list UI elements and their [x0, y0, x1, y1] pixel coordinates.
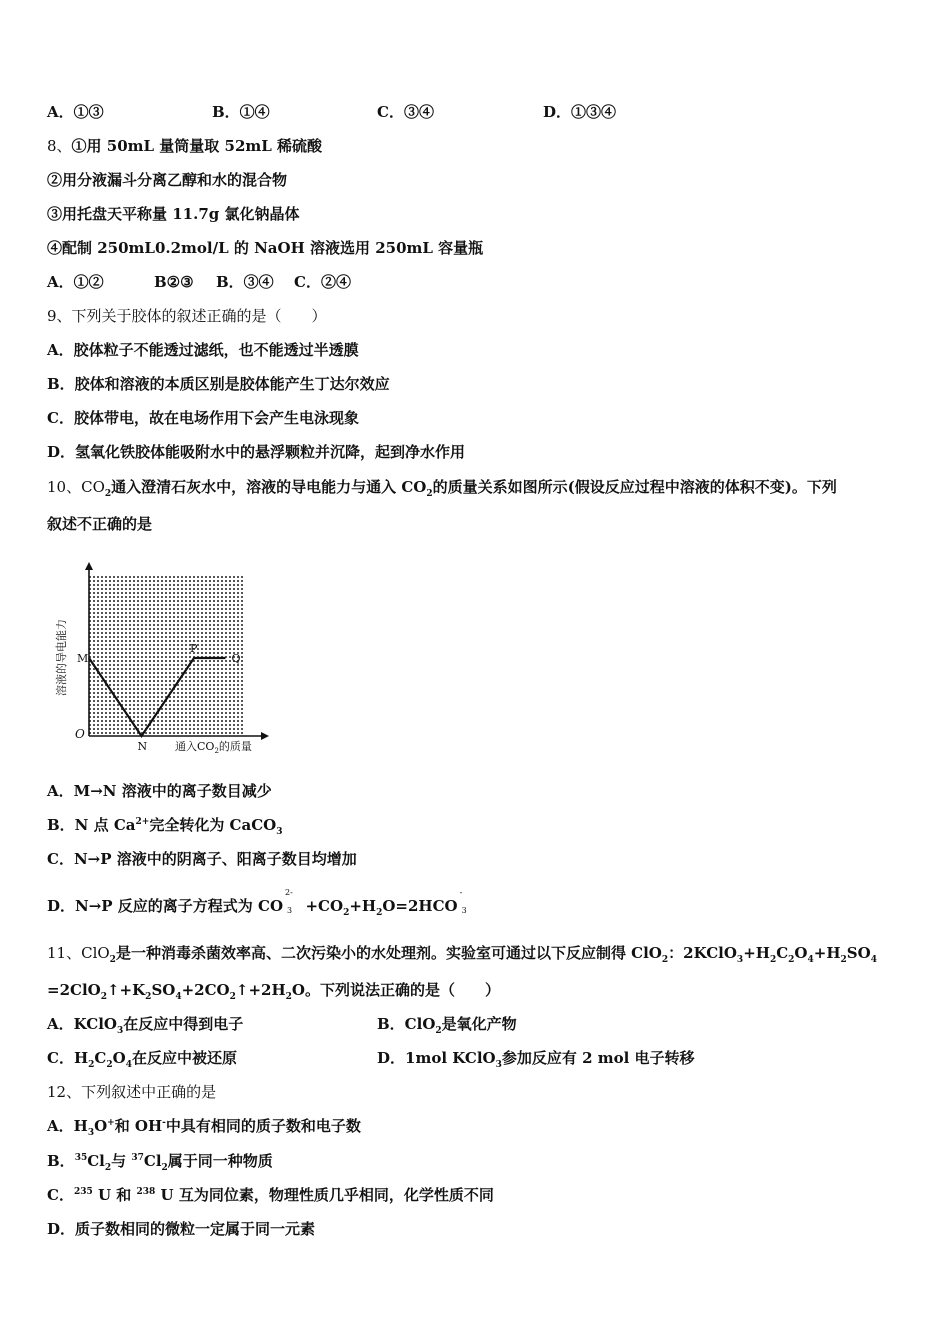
q11-l1-s3: 3	[736, 955, 744, 965]
q11-l1-s7: 2	[840, 955, 847, 965]
point-label-m: M	[77, 652, 89, 665]
q10-stem-c: 的质量关系如图所示(假设反应过程中溶液的体积不变)。下列	[432, 478, 837, 496]
q12-b-p2: 37	[131, 1153, 144, 1163]
q11-l1-d: +H	[743, 944, 770, 962]
q12-c-b: U 和	[92, 1186, 137, 1204]
q11-l2-a: =2ClO	[47, 981, 101, 999]
q11-l2-b: ↑+K	[106, 981, 146, 999]
q10-d-t2: -	[459, 888, 463, 897]
q11-a-a: A．KClO	[47, 1015, 117, 1033]
y-axis-label: 溶液的导电能力	[55, 619, 68, 696]
q10-d-sub1: 2	[343, 908, 350, 918]
q11-l1-g: +H	[813, 944, 841, 962]
q8-option-b-alt: B②③	[154, 273, 194, 291]
q12-a-p2: -	[162, 1118, 166, 1128]
q12-b-b: Cl	[87, 1152, 105, 1170]
chart-grid	[89, 576, 243, 736]
q12-c-c: U 互为同位素，物理性质几乎相同，化学性质不同	[155, 1186, 494, 1204]
q10-d-b2: 3	[461, 906, 467, 915]
q12-b-s2: 2	[161, 1163, 168, 1173]
q7-option-a: A．①③	[47, 103, 104, 121]
q12-b-s1: 2	[104, 1163, 112, 1173]
q11-c-s3: 4	[125, 1060, 132, 1070]
q10-sub-1: 2	[104, 489, 112, 499]
q10-stem-line-1	[47, 477, 837, 497]
q11-c-c: O	[112, 1049, 126, 1067]
q11-l2-s5: 2	[285, 992, 292, 1002]
q7-option-c: C．③④	[377, 103, 434, 121]
q11-l2-s1: 2	[100, 992, 107, 1002]
q11-c-s2: 2	[106, 1060, 113, 1070]
q12-b-a: B．	[47, 1152, 75, 1170]
q11-l2-e: ↑+2H	[235, 981, 286, 999]
q11-l1-s4: 2	[769, 955, 777, 965]
x-axis-label	[175, 739, 252, 755]
q10-b-a: B．N 点 Ca	[47, 816, 136, 834]
q10-stem-a: 10、CO	[47, 478, 105, 496]
q12-a-d: 中具有相同的质子数和电子数	[165, 1117, 361, 1135]
q11-l1-c: ：2KClO	[668, 944, 737, 962]
q11-l2-s2: 2	[145, 992, 152, 1002]
q8-option-b: B．③④	[216, 273, 274, 291]
q8-statement-3: ③用托盘天平称量 11.7g 氯化钠晶体	[47, 205, 300, 223]
q11-d-a: D．1mol KClO	[377, 1049, 496, 1067]
q11-l1-s8: 4	[870, 955, 877, 965]
q11-c-a: C．H	[47, 1049, 89, 1067]
q9-stem: 9、下列关于胶体的叙述正确的是（ ）	[47, 307, 327, 325]
q7-option-b: B．①④	[212, 103, 270, 121]
x-axis-label-b: 的质量	[218, 740, 252, 753]
q11-c-b: C	[94, 1049, 107, 1067]
carbonate-charge	[283, 888, 295, 917]
q10-d-d: O=2HCO	[382, 897, 458, 915]
conductivity-chart	[45, 560, 275, 760]
point-label-n: N	[137, 740, 148, 753]
q11-stem-line-2	[47, 980, 500, 1000]
q12-a-p1: +	[107, 1118, 115, 1128]
q10-option-c: C．N→P 溶液中的阴离子、阳离子数目均增加	[47, 850, 357, 868]
q10-d-sub2: 2	[376, 908, 383, 918]
q12-option-b	[47, 1151, 273, 1171]
q11-l1-e: C	[776, 944, 789, 962]
q10-stem-b: 通入澄清石灰水中，溶液的导电能力与通入 CO	[111, 478, 427, 496]
q11-option-d	[377, 1048, 695, 1068]
q10-option-a: A．M→N 溶液中的离子数目减少	[47, 782, 272, 800]
q10-d-c: +H	[349, 897, 377, 915]
q9-option-c: C．胶体带电，故在电场作用下会产生电泳现象	[47, 409, 359, 427]
q8-s1-text: ①用 50mL 量筒量取 52mL 稀硫酸	[71, 137, 323, 155]
q12-a-a: A．H	[47, 1117, 88, 1135]
q11-l1-b: 是一种消毒杀菌效率高、二次污染小的水处理剂。实验室可通过以下反应制得 ClO	[115, 944, 662, 962]
q12-a-s1: 3	[87, 1128, 95, 1138]
q11-l2-f: O。下列说法正确的是（ ）	[291, 981, 500, 999]
q11-l2-s4: 2	[229, 992, 236, 1002]
q12-option-d: D．质子数相同的微粒一定属于同一元素	[47, 1220, 316, 1238]
q12-c-a: C．	[47, 1186, 74, 1204]
q12-a-c: 和 OH	[114, 1117, 163, 1135]
q10-b-sub: 3	[276, 827, 283, 837]
q11-l1-s6: 4	[807, 955, 814, 965]
bicarbonate-charge	[458, 888, 470, 917]
q10-option-b	[47, 815, 282, 835]
q11-d-s: 3	[495, 1060, 502, 1070]
q12-c-p1: 235	[73, 1187, 93, 1197]
q11-l2-d: +2CO	[181, 981, 230, 999]
q11-l1-s2: 2	[661, 955, 669, 965]
q10-d-b: +CO	[305, 897, 344, 915]
q12-b-c: 与	[111, 1152, 132, 1170]
q11-l2-s3: 4	[175, 992, 182, 1002]
point-label-p: P	[190, 642, 198, 655]
q11-l2-c: SO	[151, 981, 176, 999]
q11-stem-line-1	[47, 943, 877, 963]
q8-number: 8、	[47, 137, 72, 155]
q11-c-d: 在反应中被还原	[131, 1049, 237, 1067]
q11-a-s: 3	[116, 1026, 124, 1036]
x-axis-label-a: 通入CO	[175, 740, 215, 753]
q11-l1-s5: 2	[788, 955, 795, 965]
q8-option-c: C．②④	[294, 273, 351, 291]
y-axis-arrow-icon	[85, 562, 93, 570]
q9-option-a: A．胶体粒子不能透过滤纸，也不能透过半透膜	[47, 341, 359, 359]
q11-l1-h: SO	[846, 944, 871, 962]
q10-b-sup: 2+	[135, 817, 150, 827]
q11-option-a	[47, 1014, 243, 1034]
q12-a-b: O	[94, 1117, 108, 1135]
q11-option-c	[47, 1048, 237, 1068]
q11-option-b	[377, 1014, 517, 1034]
q11-l1-s1: 2	[109, 955, 116, 965]
q11-d-b: 参加反应有 2 mol 电子转移	[501, 1049, 695, 1067]
q11-l1-a: 11、ClO	[47, 944, 110, 962]
q10-d-b1: 3	[287, 906, 293, 915]
q10-stem-line-2: 叙述不正确的是	[47, 515, 153, 533]
q8-statement-2: ②用分液漏斗分离乙醇和水的混合物	[47, 171, 288, 189]
q11-b-b: 是氧化产物	[441, 1015, 517, 1033]
q11-b-a: B．ClO	[377, 1015, 436, 1033]
q7-option-d: D．①③④	[543, 103, 617, 121]
q10-d-a: D．N→P 反应的离子方程式为 CO	[47, 897, 284, 915]
q12-option-c	[47, 1185, 494, 1205]
q10-d-t1: 2-	[285, 888, 293, 897]
q11-c-s1: 2	[88, 1060, 95, 1070]
q8-statement-4: ④配制 250mL0.2mol/L 的 NaOH 溶液选用 250mL 容量瓶	[47, 239, 484, 257]
q12-b-e: 属于同一种物质	[167, 1152, 273, 1170]
q11-a-b: 在反应中得到电子	[123, 1015, 244, 1033]
q12-c-p2: 238	[136, 1187, 156, 1197]
x-axis-label-sub: 2	[214, 747, 219, 755]
q10-option-d	[47, 888, 470, 918]
q12-b-p1: 35	[74, 1153, 88, 1163]
x-axis-arrow-icon	[261, 732, 269, 740]
q12-stem: 12、下列叙述中正确的是	[47, 1083, 217, 1101]
q11-b-s: 2	[435, 1026, 442, 1036]
origin-label: O	[75, 727, 85, 741]
q8-statement-1	[47, 136, 322, 156]
q9-option-d: D．氢氧化铁胶体能吸附水中的悬浮颗粒并沉降，起到净水作用	[47, 443, 466, 461]
q11-l1-f: O	[794, 944, 808, 962]
q8-option-a: A．①②	[47, 273, 104, 291]
q10-sub-2: 2	[426, 489, 433, 499]
q9-option-b: B．胶体和溶液的本质区别是胶体能产生丁达尔效应	[47, 375, 390, 393]
q12-option-a	[47, 1116, 361, 1136]
point-label-q: Q	[231, 652, 241, 665]
q10-b-b: 完全转化为 CaCO	[149, 816, 277, 834]
q12-b-d: Cl	[143, 1152, 162, 1170]
